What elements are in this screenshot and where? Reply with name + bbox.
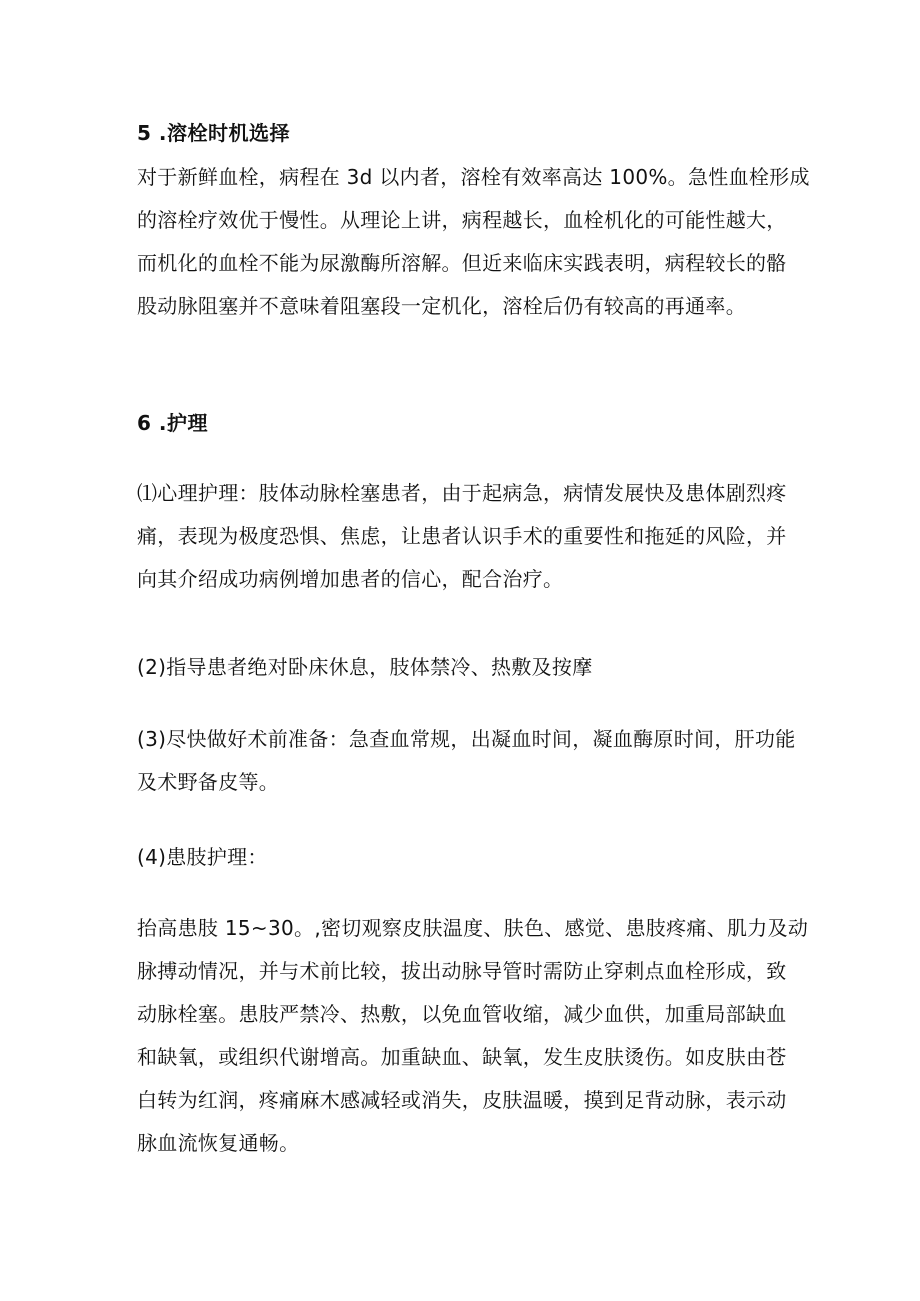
text-line: 及术野备皮等。 bbox=[137, 770, 280, 794]
text-line: 而机化的血栓不能为尿激酶所溶解。但近来临床实践表明，病程较长的骼 bbox=[137, 251, 787, 275]
section-6-heading: 6 .护理 bbox=[137, 411, 208, 435]
text-line: 向其介绍成功病例增加患者的信心，配合治疗。 bbox=[137, 567, 564, 591]
text-line: 白转为红润，疼痛麻木感减轻或消失，皮肤温暖，摸到足背动脉，表示动 bbox=[137, 1088, 787, 1112]
text-line: 痛，表现为极度恐惧、焦虑，让患者认识手术的重要性和拖延的风险，并 bbox=[137, 524, 787, 548]
text-line: 脉血流恢复通畅。 bbox=[137, 1131, 300, 1155]
text-line: ⑴心理护理：肢体动脉栓塞患者，由于起病急，病情发展快及患体剧烈疼 bbox=[137, 481, 787, 505]
text-line: (3)尽快做好术前准备：急查血常规，出凝血时间，凝血酶原时间，肝功能 bbox=[137, 727, 796, 751]
preoperative-prep-item bbox=[137, 718, 797, 804]
section-5-heading: 5 .溶栓时机选择 bbox=[137, 121, 290, 145]
text-line: 对于新鲜血栓，病程在 3d 以内者，溶栓有效率高达 100%。急性血栓形成 bbox=[137, 165, 810, 189]
section-5-paragraph bbox=[137, 156, 810, 328]
text-line: (4)患肢护理： bbox=[137, 845, 268, 869]
text-line: 动脉栓塞。患肢严禁冷、热敷，以免血管收缩，减少血供，加重局部缺血 bbox=[137, 1002, 787, 1026]
text-line: 股动脉阻塞并不意味着阻塞段一定机化，溶栓后仍有较高的再通率。 bbox=[137, 294, 746, 318]
text-line: 脉搏动情况，并与术前比较，拔出动脉导管时需防止穿刺点血栓形成，致 bbox=[137, 959, 787, 983]
limb-care-item bbox=[137, 836, 797, 879]
text-line: 抬高患肢 15~30。,密切观察皮肤温度、肤色、感觉、患肢疼痛、肌力及动 bbox=[137, 916, 809, 940]
bed-rest-item bbox=[137, 646, 797, 689]
psychological-care-item bbox=[137, 472, 797, 601]
text-line: 的溶栓疗效优于慢性。从理论上讲，病程越长，血栓机化的可能性越大， bbox=[137, 208, 787, 232]
text-line: (2)指导患者绝对卧床休息，肢体禁冷、热敷及按摩 bbox=[137, 655, 593, 679]
text-line: 和缺氧，或组织代谢增高。加重缺血、缺氧，发生皮肤烫伤。如皮肤由苍 bbox=[137, 1045, 787, 1069]
limb-care-paragraph bbox=[137, 907, 809, 1165]
